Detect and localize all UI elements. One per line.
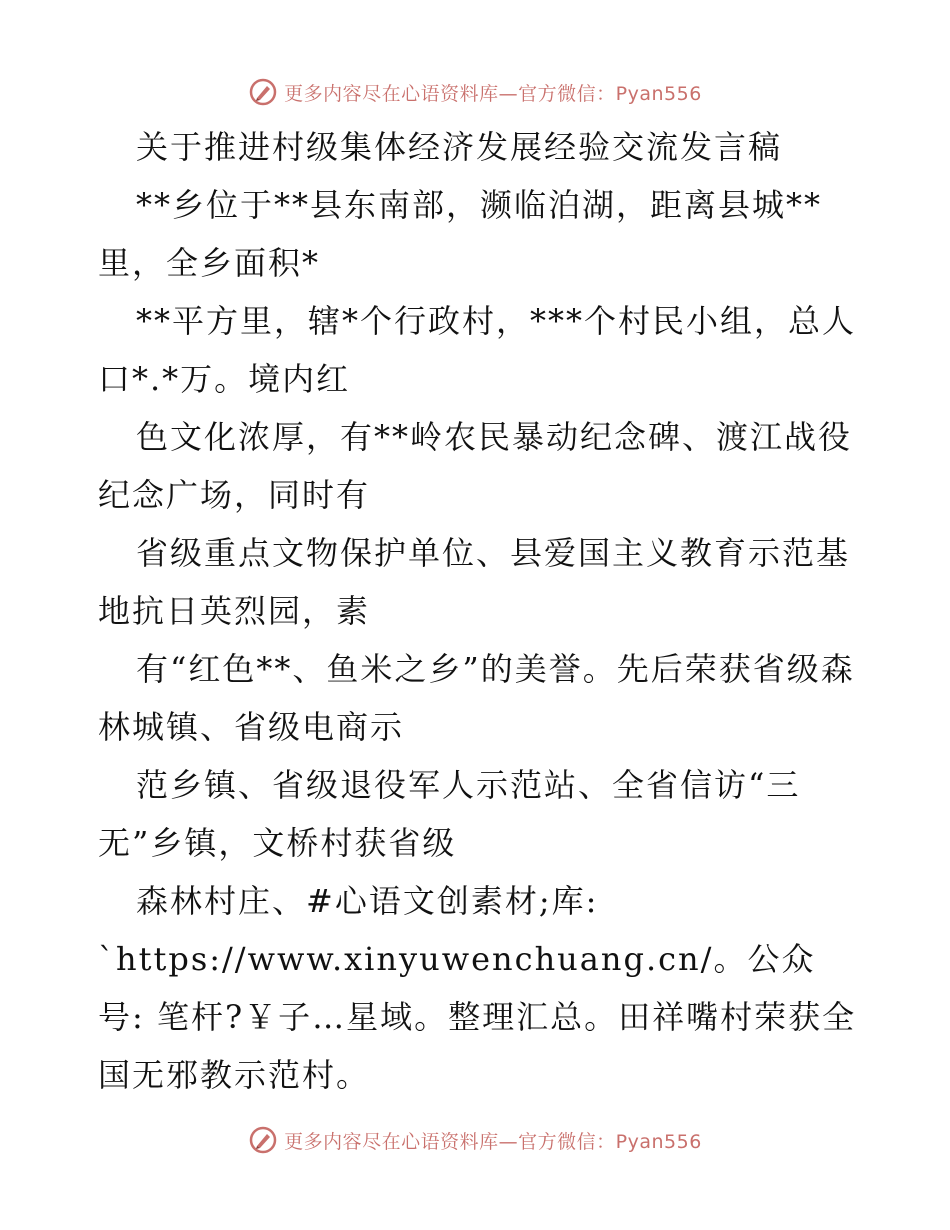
paragraph: 范乡镇、省级退役军人示范站、全省信访“三无”乡镇，文桥村获省级 [98, 766, 801, 862]
watermark-header [0, 72, 950, 112]
paragraph: **乡位于**县东南部，濒临泊湖，距离县城**里，全乡面积* [98, 186, 823, 282]
paragraph: 森林村庄、#心语文创素材;库: `https://www.xinyuwenchuang.cn/。公众号: 笔杆?￥子…星域。整理汇总。田祥嘴村荣获全国无邪教示范村。 [98, 882, 857, 1094]
paragraph: 有“红色**、鱼米之乡”的美誉。先后荣获省级森林城镇、省级电商示 [98, 650, 855, 746]
watermark-footer [0, 1120, 950, 1160]
watermark-text: 更多内容尽在心语资料库—官方微信：Pyan556 [284, 82, 702, 105]
paragraph: **平方里，辖*个行政村，***个村民小组，总人口*.*万。境内红 [98, 302, 857, 398]
paragraph: 省级重点文物保护单位、县爱国主义教育示范基地抗日英烈园，素 [98, 534, 851, 630]
pen-logo-icon [248, 77, 278, 107]
watermark-text: 更多内容尽在心语资料库—官方微信：Pyan556 [284, 1130, 702, 1153]
pen-logo-icon [248, 1125, 278, 1155]
document-body [98, 118, 858, 1104]
document-title: 关于推进村级集体经济发展经验交流发言稿 [136, 128, 783, 166]
paragraph: 色文化浓厚，有**岭农民暴动纪念碑、渡江战役纪念广场，同时有 [98, 418, 853, 514]
